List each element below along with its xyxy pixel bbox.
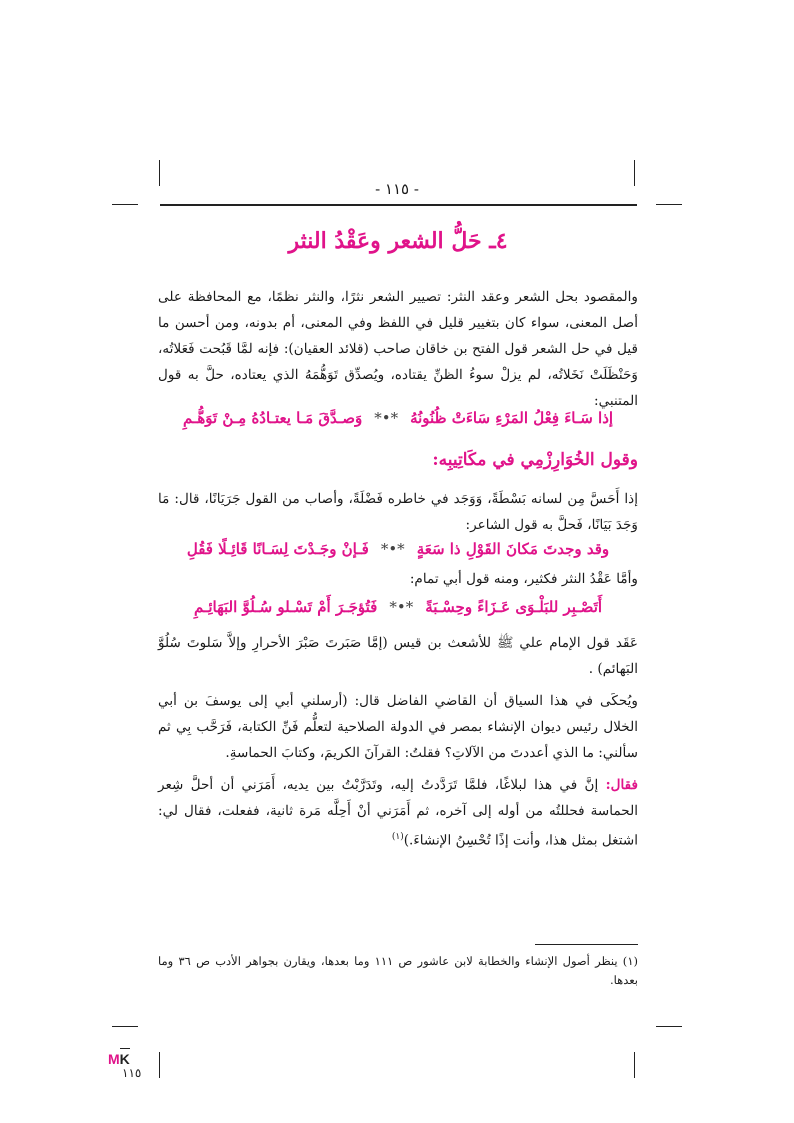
- verse-first-hemistich: وقد وجدتَ مَكانَ القَوْلِ ذا سَعَةٍ: [416, 540, 610, 558]
- verse-separator: *•*: [380, 540, 405, 558]
- header-rule: [160, 204, 637, 206]
- footer-logo: [108, 1052, 130, 1066]
- section-title: ٤ـ حَلُّ الشعر وعَقْدُ النثر: [288, 228, 508, 254]
- paragraph-abu-tammam: وأمَّا عَقْدُ النثر فكثير، ومنه قول أبي تمام:: [409, 571, 638, 587]
- subheading-khwarizmi: وقول الخُوَارِزْمِي في مكَاتِيبِه:: [432, 450, 638, 470]
- paragraph-intro: والمقصود بحل الشعر وعقد النثر: تصيير الشعر نثرًا، والنثر نظمًا، مع المحافظة على أصل المعنى، سواء كان بتغيير قليل في اللفظ وفي المعنى، أم بدونه، ومن أحسن ما قيل في حل الشعر قول الفتح بن خاقان صاحب (قلائد العقيان): فإنه لمَّا قَبُحت فَعَلاتُه، وَحَنْظَلَتْ نَخَلاتُه، لم يزلْ سوءُ الظنِّ يقتاده، ويُصدِّق تَوَهُّمَهُ الذي يعتاده، حلَّ به قول المتنبي:: [158, 289, 638, 409]
- footer-logo-k: K: [119, 1051, 130, 1067]
- footer-page-number: ١١٥: [122, 1066, 142, 1080]
- verse-first-hemistich: أَتَصْـبِر للبَلْـوَى عَـزَاءً وحِسْـبَةً: [425, 598, 603, 616]
- crop-mark-bottom-right: [634, 1052, 635, 1078]
- page-number: - ١١٥ -: [375, 180, 419, 198]
- lead-word: فقال:: [605, 777, 638, 793]
- crop-mark-bottom-left: [159, 1052, 160, 1078]
- paragraph-qadi-fadil: ويُحكَى في هذا السياق أن القاضي الفاضل قال: (أرسلني أبي إلى يوسفَ بن أبي الخلال رئيس ديوان الإنشاء بمصر في الدولة الصلاحية لتعلُّم فَنِّ الكتابة، فَرَحَّب بِي ثم سألني: ما الذي أعددتَ من الآلاتِ؟ فقلتُ: القرآنَ الكريمَ، وكتابَ الحماسةِ.: [158, 693, 638, 761]
- paragraph-qala: [158, 772, 638, 854]
- footnote-reference: (١): [391, 832, 404, 842]
- crop-mark-right-bottom: [656, 1026, 682, 1027]
- verse-second-hemistich: وَصـدَّقَ مَـا يعتـادُهُ مِـنْ تَوَهُّـمِ: [182, 409, 363, 427]
- footnote: (١) ينظر أصول الإنشاء والخطابة لابن عاشور ص ١١١ وما بعدها، ويقارن بجواهر الأدب ص ٣٦ وما بعدها.: [158, 954, 638, 987]
- verse-mutanabbi: [158, 409, 638, 427]
- verse-abu-tammam: [158, 598, 638, 616]
- crop-mark-left-bottom: [112, 1026, 138, 1027]
- crop-mark-left-top: [112, 204, 138, 205]
- footnote-rule: [535, 944, 638, 945]
- verse-second-hemistich: فَـإنْ وجَـدْتَ لِسَـانًا قَائِـلًا فَقُلِ: [186, 540, 369, 558]
- paragraph-qala-text: إنَّ في هذا لبلاغًا، فلمَّا تَرَدَّدتُ إليه، وتَدَرَّبْتُ بين يديه، أَمَرَني أن أحلَّ شِعر الحماسة فحللتُه من أوله إلى آخره، ثم أَمَرَني أنْ أَحِلَّه مَرة ثانية، ففعلت، فقال لي: اشتغل بمثل هذا، وأنت إذًا تُحْسِنُ الإنشاءَ.): [158, 777, 638, 849]
- verse-separator: *•*: [389, 598, 414, 616]
- verse-poet: [158, 540, 638, 558]
- verse-first-hemistich: إذا سَـاءَ فِعْلُ المَرْءِ سَاءَتْ ظُنُونُهُ: [410, 409, 614, 427]
- verse-separator: *•*: [374, 409, 399, 427]
- verse-second-hemistich: فَتُؤجَـرَ أَمْ تَسْـلو سُـلُوَّ البَهَائِـمِ: [193, 598, 378, 616]
- footer-logo-m: M: [108, 1051, 120, 1067]
- paragraph-imam-ali: عَقَد قول الإمام علي ﷺ للأشعث بن قيس (إمَّا صَبَرتَ صَبْرَ الأحرارِ وإلاَّ سَلوتَ سُلُوَّ البَهائم) .: [158, 635, 638, 677]
- crop-mark-right-top: [656, 204, 682, 205]
- paragraph-khwarizmi: إذا أَحَسَّ مِن لسانه بَسْطَةً، وَوَجَد في خاطره فَضْلَةً، وأصاب من القول جَرَيَانًا، قال: مَا وَجَدَ بَيَانًا، فَحلَّ به قول الشاعر:: [158, 491, 638, 533]
